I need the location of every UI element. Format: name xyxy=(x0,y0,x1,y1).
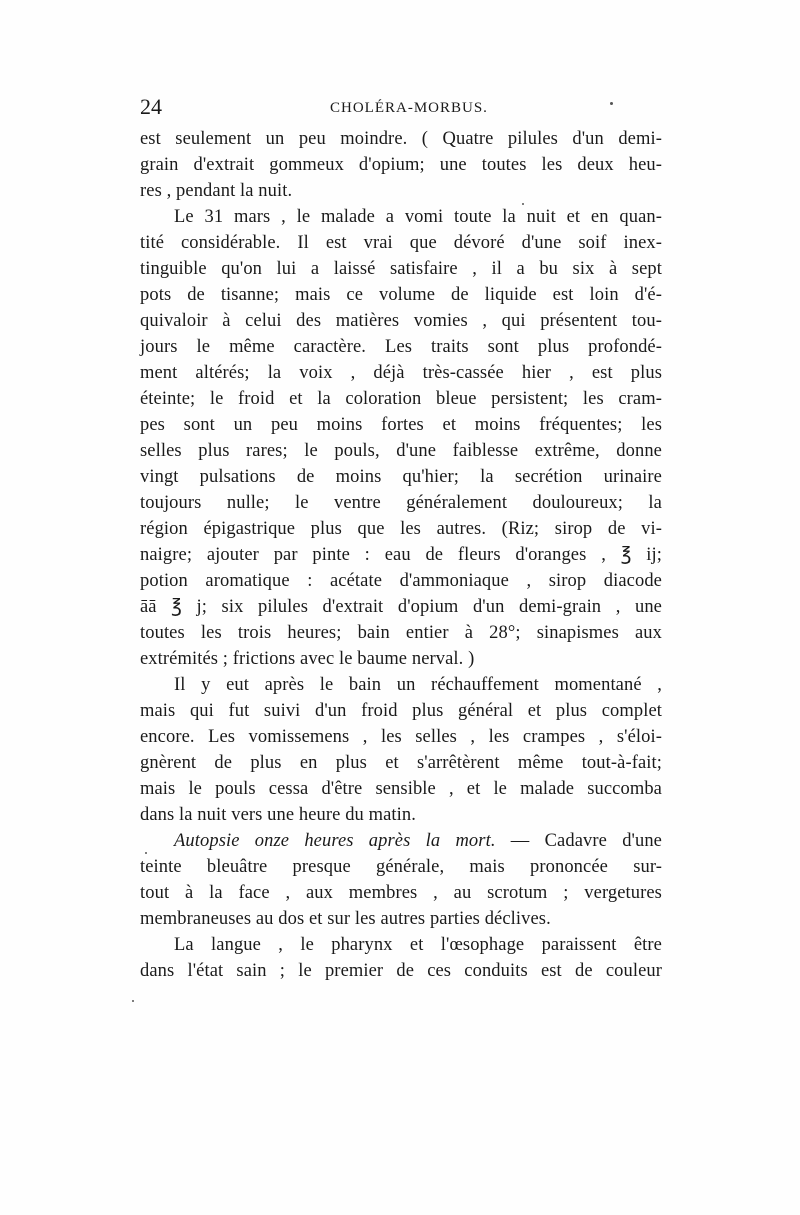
text-line xyxy=(140,828,662,854)
print-speck xyxy=(132,1000,134,1002)
text-line: quivaloir à celui des matières vomies , qui présentent tou- xyxy=(140,311,662,331)
text-line: jours le même caractère. Les traits sont plus profondé- xyxy=(140,337,662,357)
text-line: dans la nuit vers une heure du matin. xyxy=(140,805,416,825)
text-line: Le 31 mars , le malade a vomi toute la nuit et en quan- xyxy=(174,207,662,227)
text-line: vingt pulsations de moins qu'hier; la secrétion urinaire xyxy=(140,467,662,487)
text-line: grain d'extrait gommeux d'opium; une toutes les deux heu- xyxy=(140,155,662,175)
section-heading: Autopsie onze heures après la mort. xyxy=(174,831,496,851)
text-line-content: — Cadavre d'une xyxy=(495,831,662,851)
text-line: La langue , le pharynx et l'œsophage paraissent être xyxy=(174,935,662,955)
text-line: mais le pouls cessa d'être sensible , et le malade succomba xyxy=(140,779,662,799)
text-line: gnèrent de plus en plus et s'arrêtèrent même tout-à-fait; xyxy=(140,753,662,773)
print-speck xyxy=(610,102,613,105)
text-line: teinte bleuâtre presque générale, mais prononcée sur- xyxy=(140,857,662,877)
text-line: tout à la face , aux membres , au scrotum ; vergetures xyxy=(140,883,662,903)
text-line: Il y eut après le bain un réchauffement momentané , xyxy=(174,675,662,695)
text-line: āā ℥ j; six pilules d'extrait d'opium d'un demi-grain , une xyxy=(140,597,662,617)
body-text xyxy=(140,126,662,984)
text-line: pots de tisanne; mais ce volume de liquide est loin d'é- xyxy=(140,285,662,305)
print-speck xyxy=(145,852,147,854)
text-line: naigre; ajouter par pinte : eau de fleurs d'oranges , ℥ ij; xyxy=(140,545,662,565)
running-head: CHOLÉRA-MORBUS. xyxy=(330,100,488,116)
text-line: ment altérés; la voix , déjà très-cassée hier , est plus xyxy=(140,363,662,383)
text-line: est seulement un peu moindre. ( Quatre pilules d'un demi- xyxy=(140,129,662,149)
text-line: membraneuses au dos et sur les autres parties déclives. xyxy=(140,909,551,929)
page-header xyxy=(140,94,660,120)
text-line: selles plus rares; le pouls, d'une faiblesse extrême, donne xyxy=(140,441,662,461)
text-line: pes sont un peu moins fortes et moins fréquentes; les xyxy=(140,415,662,435)
text-line: potion aromatique : acétate d'ammoniaque , sirop diacode xyxy=(140,571,662,591)
text-line: encore. Les vomissemens , les selles , les crampes , s'éloi- xyxy=(140,727,662,747)
text-line: région épigastrique plus que les autres. (Riz; sirop de vi- xyxy=(140,519,662,539)
page-number: 24 xyxy=(140,94,162,119)
text-line: toutes les trois heures; bain entier à 28°; sinapismes aux xyxy=(140,623,662,643)
text-line: éteinte; le froid et la coloration bleue persistent; les cram- xyxy=(140,389,662,409)
print-speck xyxy=(522,203,524,205)
text-line: mais qui fut suivi d'un froid plus général et plus complet xyxy=(140,701,662,721)
text-line: tinguible qu'on lui a laissé satisfaire , il a bu six à sept xyxy=(140,259,662,279)
text-line: res , pendant la nuit. xyxy=(140,181,293,201)
text-line: dans l'état sain ; le premier de ces conduits est de couleur xyxy=(140,961,662,981)
text-line: tité considérable. Il est vrai que dévoré d'une soif inex- xyxy=(140,233,662,253)
text-line: extrémités ; frictions avec le baume nerval. ) xyxy=(140,649,475,669)
text-line: toujours nulle; le ventre généralement douloureux; la xyxy=(140,493,662,513)
